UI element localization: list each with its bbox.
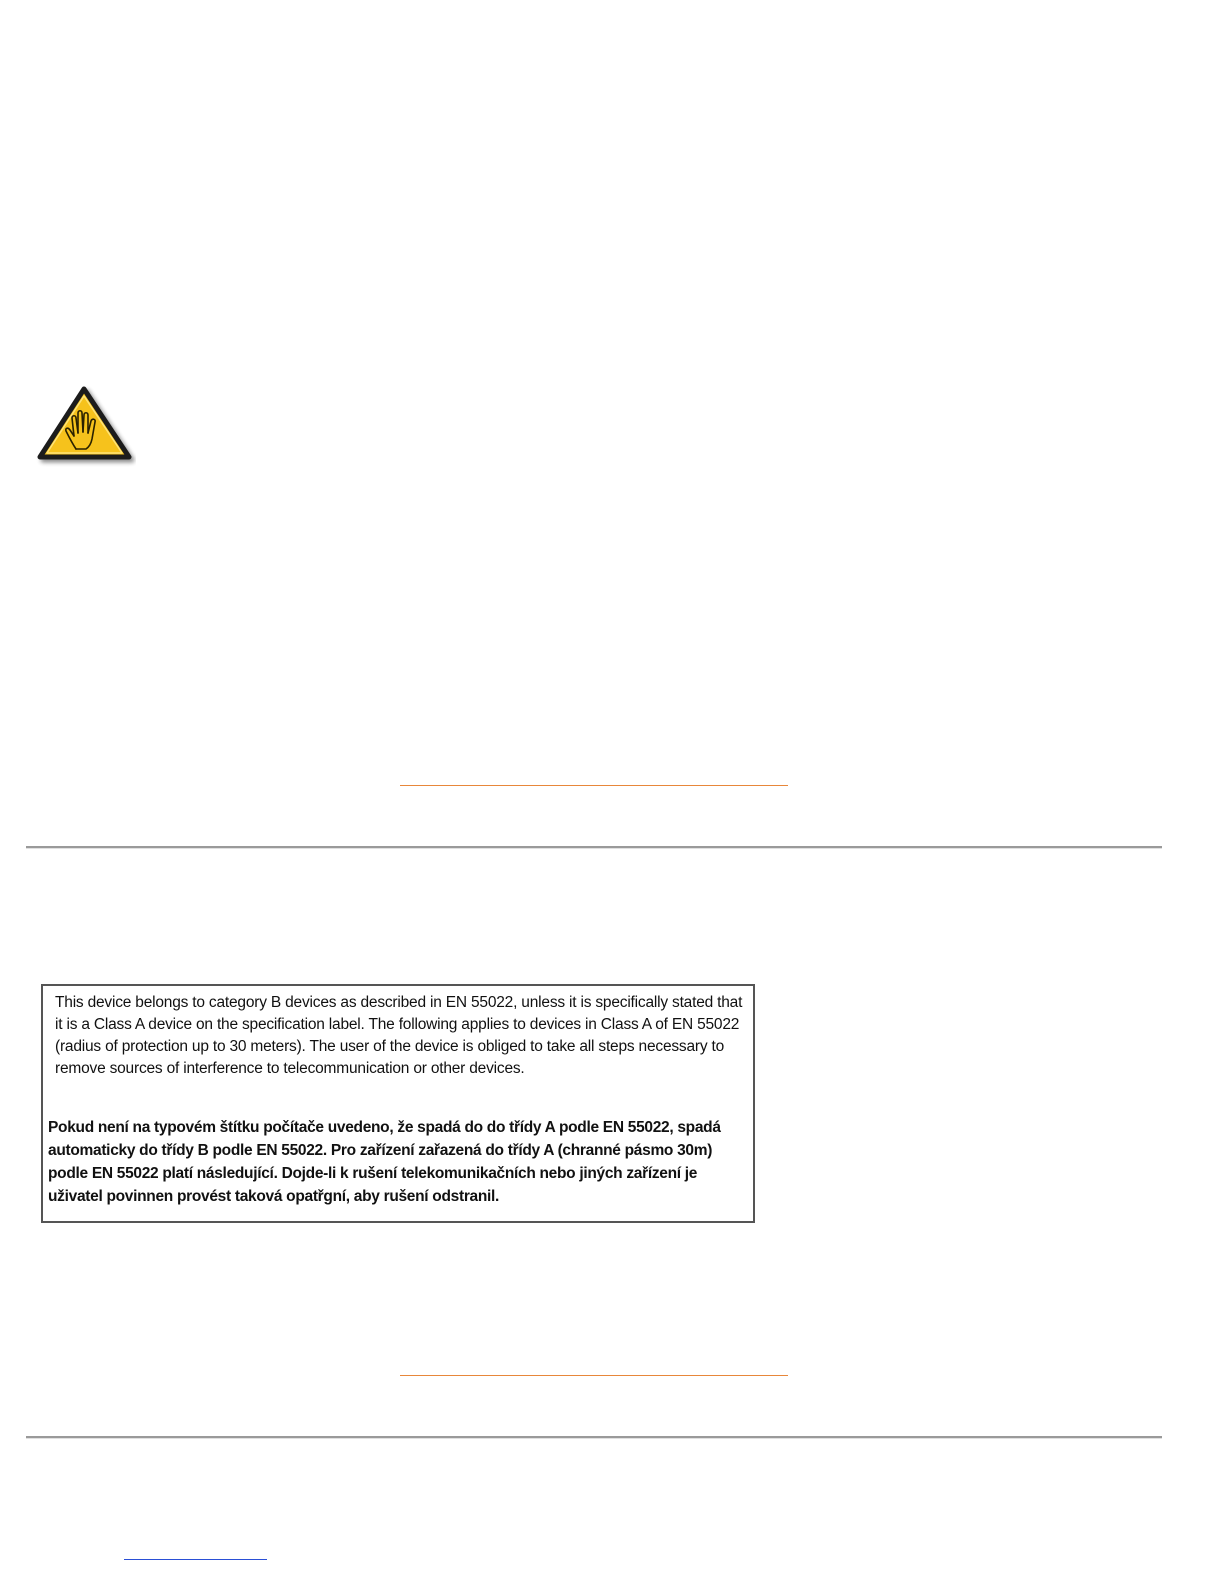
notice-czech-text: Pokud není na typovém štítku počítače uvedeno, že spadá do do třídy A podle EN 55022, spadá automaticky do třídy B podle EN 55022. Pro zařízení zařazená do třídy A (chranné pásmo 30m) podle EN 55022 platí následující. Dojde-li k rušení telekomunikačních nebo jiných zařízení je uživatel povinnen provést taková opatřgní, aby rušení odstranil. — [48, 1119, 721, 1205]
return-to-top-link[interactable] — [400, 785, 788, 786]
en55022-notice-box — [41, 984, 755, 1223]
return-to-top-link[interactable] — [400, 1375, 788, 1376]
section-divider — [26, 846, 1162, 849]
bottom-navigation-link[interactable] — [124, 1559, 267, 1560]
warning-hand-icon — [36, 385, 136, 467]
section-divider — [26, 1436, 1162, 1439]
notice-english-text: This device belongs to category B devices as described in EN 55022, unless it is specifically stated that it is a Class A device on the specification label. The following applies to devices in Class A of EN 55022 (radius of protection up to 30 meters). The user of the device is obliged to take all steps necessary to remove sources of interference to telecommunication or other devices. — [55, 994, 743, 1077]
